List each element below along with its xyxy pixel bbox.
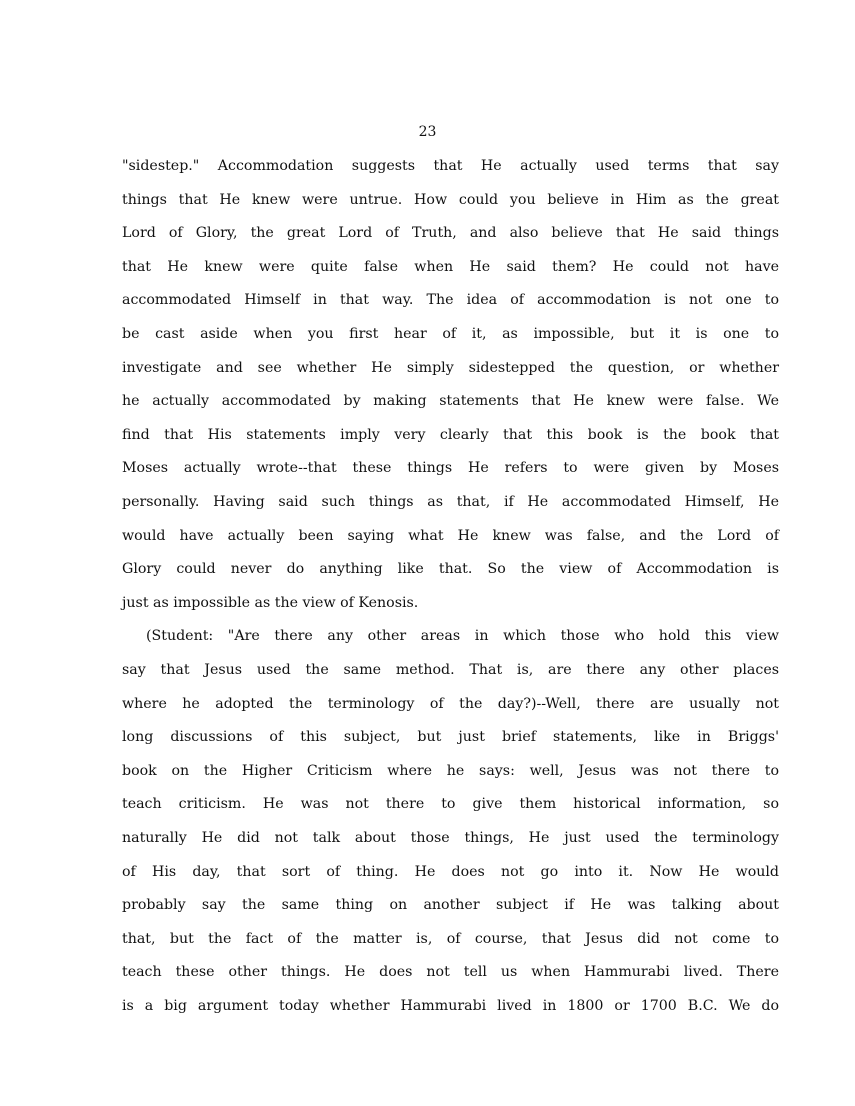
text-line: of His day, that sort of thing. He does not go into it. Now He would <box>122 863 779 880</box>
text-line: long discussions of this subject, but just brief statements, like in Briggs' <box>122 729 779 746</box>
text-line: Glory could never do anything like that. So the view of Accommodation is <box>122 561 779 578</box>
text-line: he actually accommodated by making statements that He knew were false. We <box>122 393 779 410</box>
text-line: investigate and see whether He simply sidestepped the question, or whether <box>122 359 779 376</box>
text-line: naturally He did not talk about those things, He just used the terminology <box>122 830 779 846</box>
text-line: be cast aside when you first hear of it, as impossible, but it is one to <box>122 326 779 342</box>
text-line: (Student: "Are there any other areas in which those who hold this view <box>146 628 779 645</box>
text-line: just as impossible as the view of Kenosis. <box>122 594 419 611</box>
text-line: Moses actually wrote--that these things He refers to were given by Moses <box>122 460 779 477</box>
text-line: personally. Having said such things as that, if He accommodated Himself, He <box>122 494 779 510</box>
text-line: that He knew were quite false when He said them? He could not have <box>122 258 779 275</box>
text-line: is a big argument today whether Hammurabi lived in 1800 or 1700 B.C. We do <box>122 998 779 1014</box>
text-line: where he adopted the terminology of the day?)--Well, there are usually not <box>122 695 779 712</box>
text-line: say that Jesus used the same method. That is, are there any other places <box>122 662 779 678</box>
text-line: probably say the same thing on another subject if He was talking about <box>122 897 779 914</box>
text-line: Lord of Glory, the great Lord of Truth, and also believe that He said things <box>122 225 779 242</box>
text-line: teach criticism. He was not there to give them historical information, so <box>122 796 779 813</box>
text-line: book on the Higher Criticism where he says: well, Jesus was not there to <box>122 762 779 779</box>
text-line: find that His statements imply very clearly that this book is the book that <box>122 426 779 443</box>
text-line: that, but the fact of the matter is, of course, that Jesus did not come to <box>122 930 779 947</box>
page-number: 23 <box>418 124 437 140</box>
text-line: "sidestep." Accommodation suggests that He actually used terms that say <box>122 158 779 174</box>
text-line: accommodated Himself in that way. The idea of accommodation is not one to <box>122 292 779 309</box>
text-line: teach these other things. He does not tell us when Hammurabi lived. There <box>122 964 779 981</box>
text-line: would have actually been saying what He knew was false, and the Lord of <box>122 527 779 544</box>
text-line: things that He knew were untrue. How could you believe in Him as the great <box>122 191 779 208</box>
